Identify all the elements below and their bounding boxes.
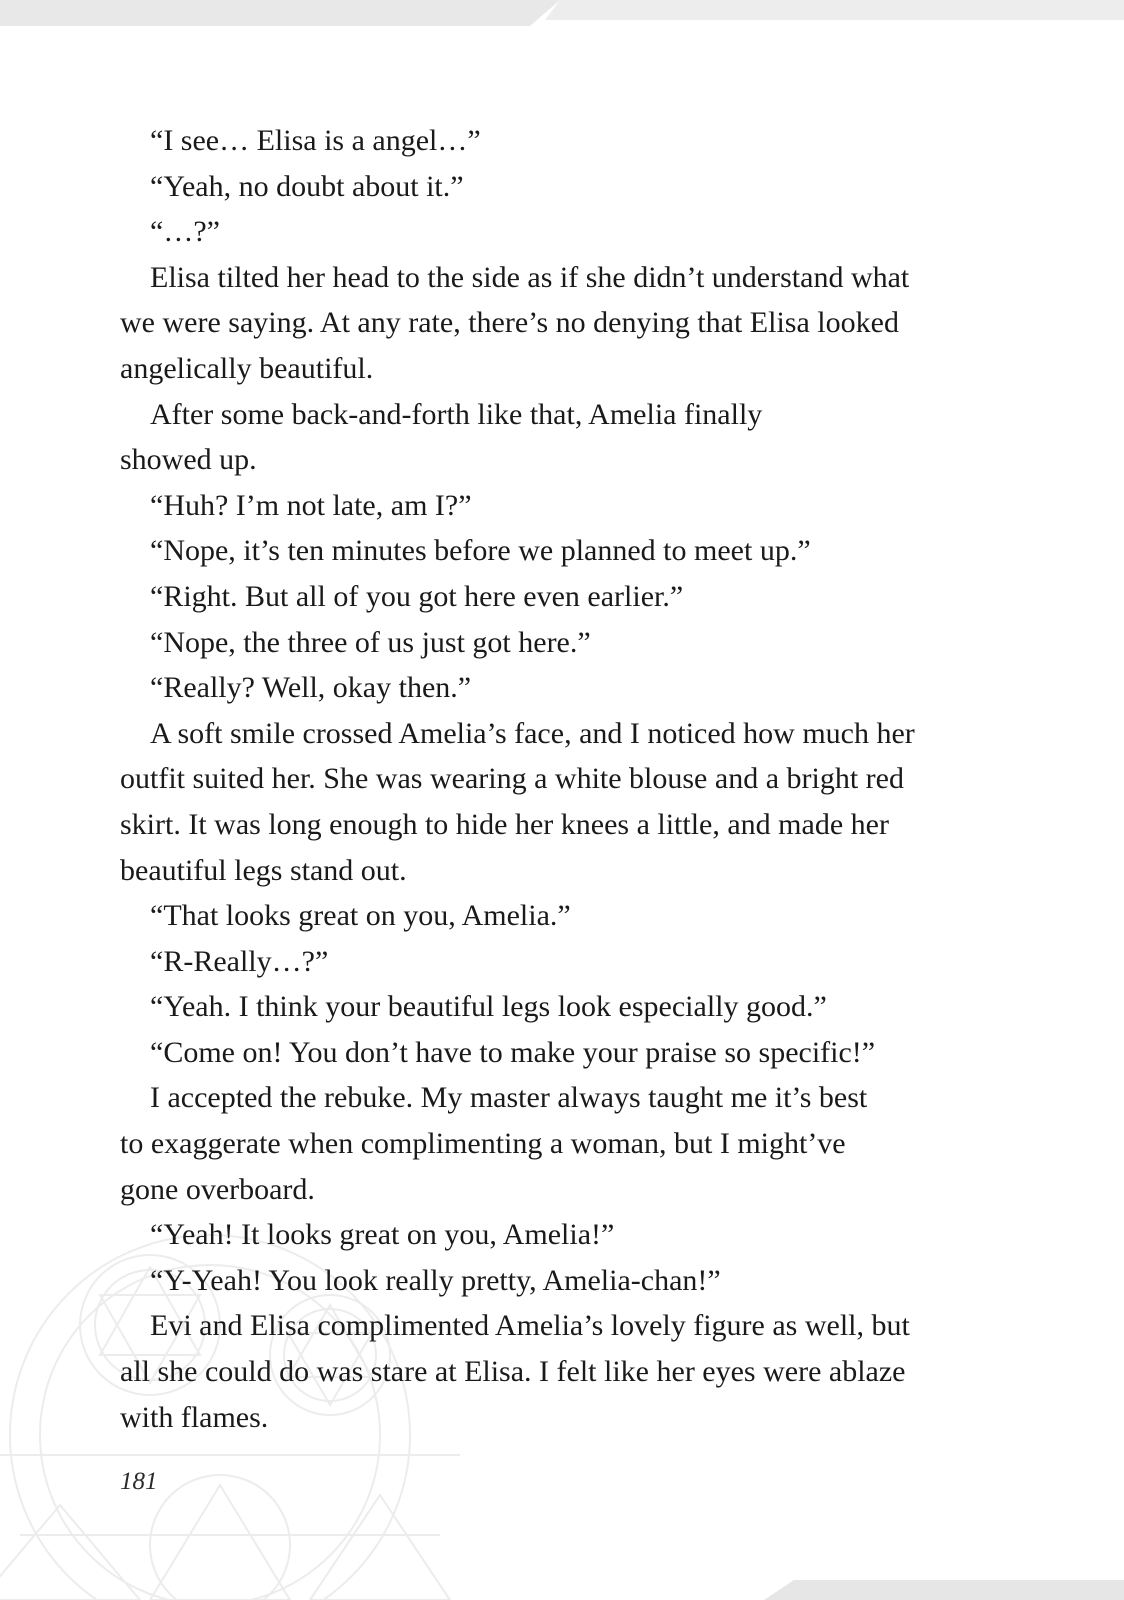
paragraph bbox=[120, 528, 1000, 574]
page-number: 181 bbox=[120, 1468, 158, 1495]
paragraph bbox=[120, 255, 1000, 392]
text-line: “Yeah! It looks great on you, Amelia!” bbox=[150, 1218, 615, 1252]
paragraph bbox=[120, 893, 1000, 939]
paragraph bbox=[120, 1303, 1000, 1440]
text-line: beautiful legs stand out. bbox=[120, 853, 407, 887]
text-line: “That looks great on you, Amelia.” bbox=[150, 899, 571, 933]
top-decorative-bar bbox=[0, 0, 1124, 26]
text-line: I accepted the rebuke. My master always taught me it’s best bbox=[150, 1081, 868, 1115]
paragraph bbox=[120, 209, 1000, 255]
paragraph bbox=[120, 164, 1000, 210]
text-line: “Yeah, no doubt about it.” bbox=[150, 169, 464, 203]
text-line: we were saying. At any rate, there’s no denying that Elisa looked bbox=[120, 306, 899, 340]
paragraph bbox=[120, 392, 1000, 483]
paragraph bbox=[120, 118, 1000, 164]
text-line: “R-Really…?” bbox=[150, 944, 329, 978]
paragraph bbox=[120, 939, 1000, 985]
paragraph bbox=[120, 665, 1000, 711]
text-line: After some back-and-forth like that, Amelia finally bbox=[150, 397, 763, 431]
text-line: showed up. bbox=[120, 443, 257, 477]
bottom-decorative-bar bbox=[764, 1580, 1124, 1600]
text-line: angelically beautiful. bbox=[120, 351, 374, 385]
text-line: with flames. bbox=[120, 1400, 269, 1434]
paragraph bbox=[120, 984, 1000, 1030]
text-line: “Come on! You don’t have to make your praise so specific!” bbox=[150, 1035, 876, 1069]
paragraph bbox=[120, 1212, 1000, 1258]
text-line: “Yeah. I think your beautiful legs look especially good.” bbox=[150, 990, 827, 1024]
paragraph bbox=[120, 711, 1000, 893]
text-line: “I see… Elisa is a angel…” bbox=[150, 124, 481, 157]
paragraph bbox=[120, 483, 1000, 529]
text-line: A soft smile crossed Amelia’s face, and I noticed how much her bbox=[150, 716, 915, 750]
body-text bbox=[120, 118, 1000, 1440]
text-line: “Really? Well, okay then.” bbox=[150, 671, 472, 705]
text-line: “…?” bbox=[150, 215, 220, 249]
paragraph bbox=[120, 574, 1000, 620]
paragraph bbox=[120, 620, 1000, 666]
paragraph bbox=[120, 1030, 1000, 1076]
text-line: skirt. It was long enough to hide her knees a little, and made her bbox=[120, 807, 889, 841]
text-line: Elisa tilted her head to the side as if she didn’t understand what bbox=[150, 260, 910, 294]
text-line: “Huh? I’m not late, am I?” bbox=[150, 488, 472, 522]
text-line: all she could do was stare at Elisa. I felt like her eyes were ablaze bbox=[120, 1355, 906, 1389]
paragraph bbox=[120, 1075, 1000, 1212]
text-line: “Y-Yeah! You look really pretty, Amelia-chan!” bbox=[150, 1263, 721, 1297]
text-line: “Nope, the three of us just got here.” bbox=[150, 625, 591, 659]
text-line: gone overboard. bbox=[120, 1172, 315, 1206]
paragraph bbox=[120, 1258, 1000, 1304]
text-line: outfit suited her. She was wearing a white blouse and a bright red bbox=[120, 762, 904, 796]
text-line: “Nope, it’s ten minutes before we planned to meet up.” bbox=[150, 534, 811, 568]
text-line: Evi and Elisa complimented Amelia’s lovely figure as well, but bbox=[150, 1309, 910, 1343]
text-line: to exaggerate when complimenting a woman, but I might’ve bbox=[120, 1127, 846, 1161]
text-line: “Right. But all of you got here even earlier.” bbox=[150, 579, 684, 613]
